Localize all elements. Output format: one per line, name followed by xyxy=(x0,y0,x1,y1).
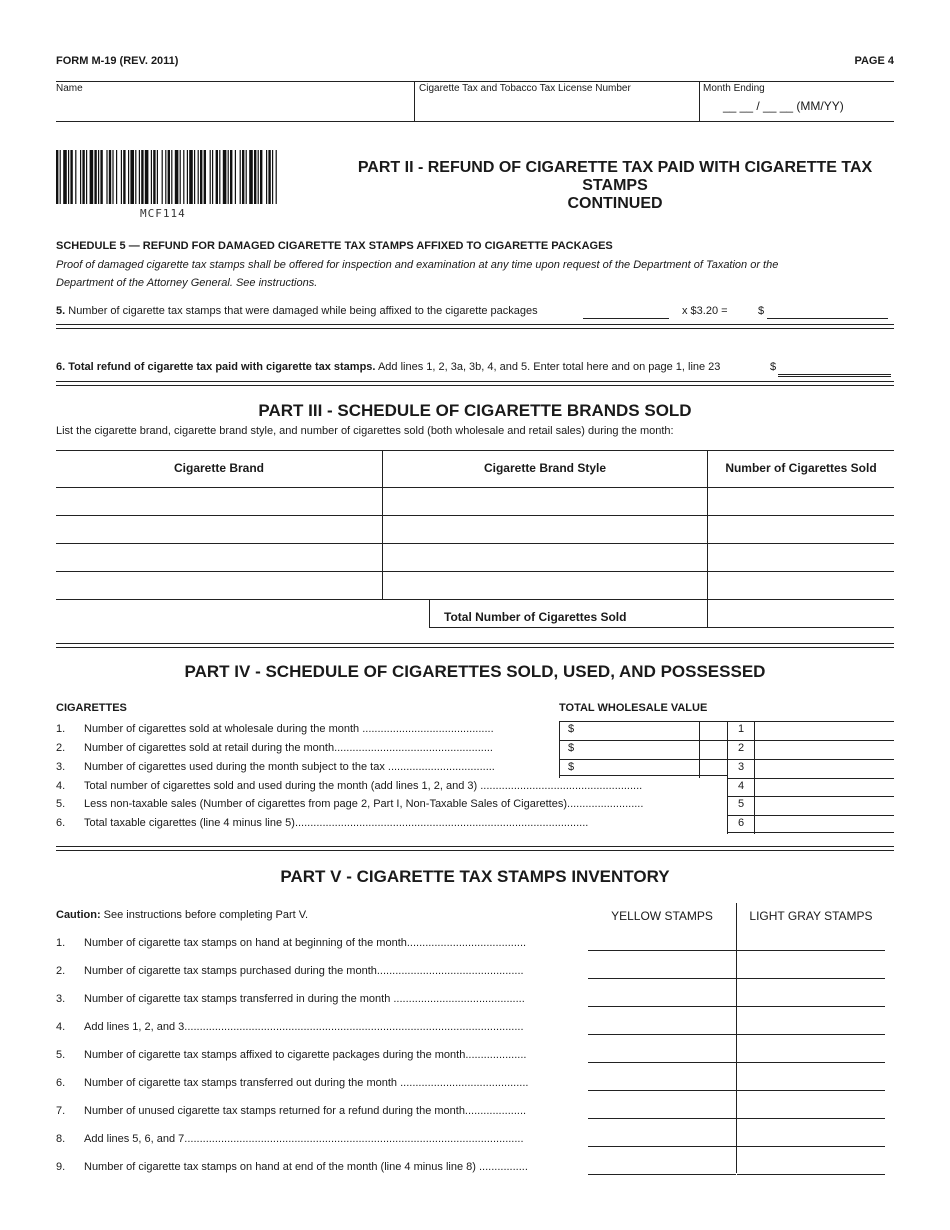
barcode-bar xyxy=(75,150,76,204)
barcode-bar xyxy=(63,150,67,204)
header-divider xyxy=(699,81,700,121)
cigarette-count-input[interactable] xyxy=(756,741,893,757)
table-row-brand-input[interactable] xyxy=(56,516,382,543)
barcode-bar xyxy=(260,150,262,204)
light-gray-stamps-input[interactable] xyxy=(737,1043,885,1063)
table-row-brand-input[interactable] xyxy=(56,572,382,599)
line5-stamps-input[interactable] xyxy=(583,304,669,319)
barcode-bar xyxy=(100,150,102,204)
line-box-number: 5 xyxy=(737,798,745,810)
total-cigarettes-label: Total Number of Cigarettes Sold xyxy=(444,610,627,624)
line-description: Number of cigarette tax stamps on hand at end of the month (line 4 minus line 8) ................ xyxy=(84,1161,528,1173)
barcode-bar xyxy=(123,150,125,204)
barcode-bar xyxy=(249,150,253,204)
barcode-bar xyxy=(106,150,107,204)
barcode-bar xyxy=(70,150,72,204)
cigarette-count-input[interactable] xyxy=(756,779,893,795)
barcode-bar xyxy=(235,150,236,204)
barcode-bar xyxy=(98,150,99,204)
barcode-bar xyxy=(183,150,184,204)
table-row-style-input[interactable] xyxy=(383,516,707,543)
total-cigarettes-input[interactable] xyxy=(708,600,894,627)
line6-text: Add lines 1, 2, 3a, 3b, 4, and 5. Enter total here and on page 1, line 23 xyxy=(377,361,721,373)
count-cell-divider xyxy=(754,759,755,778)
line-number: 2. xyxy=(56,742,66,754)
name-field[interactable] xyxy=(56,83,414,121)
divider-double xyxy=(56,324,894,329)
col-cigarette-brand: Cigarette Brand xyxy=(173,461,265,475)
value-dollar: $ xyxy=(568,761,575,773)
line5-text: Number of cigarette tax stamps that were damaged while being affixed to the cigarette packages xyxy=(68,305,538,317)
line-description: Number of cigarettes used during the month subject to the tax ................................... xyxy=(84,761,495,773)
barcode-bar xyxy=(230,150,232,204)
line-number: 7. xyxy=(56,1105,66,1117)
part4-title: PART IV - SCHEDULE OF CIGARETTES SOLD, USED, AND POSSESSED xyxy=(184,662,766,681)
month-label: Month Ending xyxy=(703,83,765,94)
brands-col-divider xyxy=(382,450,383,599)
barcode-bar xyxy=(219,150,220,204)
wholesale-value-input[interactable] xyxy=(578,760,698,776)
barcode-bar xyxy=(242,150,244,204)
barcode-bar xyxy=(175,150,179,204)
barcode-bar xyxy=(82,150,84,204)
yellow-stamps-input[interactable] xyxy=(588,1071,736,1091)
barcode-bar xyxy=(94,150,96,204)
table-row-style-input[interactable] xyxy=(383,544,707,571)
line-description: Number of cigarettes sold at retail during the month.................................................... xyxy=(84,742,493,754)
license-number-field[interactable] xyxy=(419,83,699,121)
part3-title: PART III - SCHEDULE OF CIGARETTE BRANDS SOLD xyxy=(258,401,692,420)
divider-double xyxy=(56,643,894,648)
page-number: PAGE 4 xyxy=(854,55,894,67)
barcode-bar xyxy=(212,150,213,204)
light-gray-stamps-input[interactable] xyxy=(737,1015,885,1035)
name-label: Name xyxy=(56,83,83,94)
line-description: Number of cigarette tax stamps affixed to cigarette packages during the month.................... xyxy=(84,1049,527,1061)
cigarette-count-input[interactable] xyxy=(756,722,893,738)
line-number: 3. xyxy=(56,993,66,1005)
line-box-number: 4 xyxy=(737,780,745,792)
yellow-stamps-input[interactable] xyxy=(588,931,736,951)
line6-bold: 6. Total refund of cigarette tax paid with cigarette tax stamps. xyxy=(56,361,376,373)
barcode-bar xyxy=(151,150,152,204)
barcode-graphic xyxy=(56,150,280,204)
table-row-number-input[interactable] xyxy=(708,544,894,571)
barcode-bar xyxy=(165,150,166,204)
barcode-bar xyxy=(56,150,58,204)
barcode-bar xyxy=(162,150,163,204)
light-gray-stamps-input[interactable] xyxy=(737,1155,885,1175)
light-gray-stamps-input[interactable] xyxy=(737,1071,885,1091)
barcode-bar xyxy=(168,150,170,204)
part3-instructions: List the cigarette brand, cigarette brand style, and number of cigarettes sold (both wholesale and retail sales) during the month: xyxy=(56,425,674,437)
barcode-bar xyxy=(90,150,94,204)
light-gray-stamps-input[interactable] xyxy=(737,1099,885,1119)
line5-rate: x $3.20 = xyxy=(682,305,728,317)
line-description: Less non-taxable sales (Number of cigarettes from page 2, Part I, Non-Taxable Sales of Cigarettes)......................... xyxy=(84,798,644,810)
caution-label: Caution: xyxy=(56,909,101,921)
caution-text: See instructions before completing Part V. xyxy=(103,909,309,921)
value-cell-left xyxy=(559,721,560,740)
line-box-number: 3 xyxy=(737,761,745,773)
line6-dollar: $ xyxy=(770,361,777,373)
license-label: Cigarette Tax and Tobacco Tax License Number xyxy=(419,83,631,94)
divider-double xyxy=(56,381,894,386)
barcode-bar xyxy=(60,150,61,204)
line-number: 3. xyxy=(56,761,66,773)
month-format: __ __ / __ __ (MM/YY) xyxy=(723,99,844,113)
value-cell-divider xyxy=(699,721,700,740)
line-number: 6. xyxy=(56,1077,66,1089)
barcode-bar xyxy=(128,150,129,204)
brands-table-top xyxy=(56,450,894,451)
barcode-bar xyxy=(187,150,188,204)
barcode-bar xyxy=(141,150,143,204)
barcode-bar xyxy=(145,150,149,204)
line-number: 4. xyxy=(56,1021,66,1033)
barcode-bar xyxy=(121,150,122,204)
cigarette-count-input[interactable] xyxy=(756,816,893,832)
barcode-bar xyxy=(171,150,172,204)
barcode-bar xyxy=(223,150,227,204)
table-row-style-input[interactable] xyxy=(383,488,707,515)
line-description: Number of cigarette tax stamps transferred in during the month ........................................... xyxy=(84,993,525,1005)
line-number: 6. xyxy=(56,817,66,829)
value-cell-left xyxy=(559,740,560,759)
month-ending-field[interactable] xyxy=(703,83,893,121)
value-dollar: $ xyxy=(568,742,575,754)
light-gray-stamps-input[interactable] xyxy=(737,1127,885,1147)
line-box-number: 6 xyxy=(737,817,745,829)
barcode-bar xyxy=(204,150,206,204)
table-row-number-input[interactable] xyxy=(708,488,894,515)
count-cell-divider xyxy=(754,721,755,740)
line-description: Number of unused cigarette tax stamps returned for a refund during the month.................... xyxy=(84,1105,527,1117)
cigarettes-section-label: CIGARETTES xyxy=(56,702,127,714)
yellow-stamps-input[interactable] xyxy=(588,1043,736,1063)
light-gray-stamps-input[interactable] xyxy=(737,959,885,979)
count-cells-bottom xyxy=(727,832,894,833)
form-id: FORM M-19 (REV. 2011) xyxy=(56,55,179,67)
line6-row xyxy=(56,361,720,373)
barcode-bar xyxy=(258,150,259,204)
yellow-stamps-input[interactable] xyxy=(588,1127,736,1147)
line5-dollar: $ xyxy=(758,305,765,317)
barcode-bar xyxy=(198,150,199,204)
barcode-bar xyxy=(194,150,195,204)
part2-title-line2: CONTINUED xyxy=(567,195,663,212)
cigarette-count-input[interactable] xyxy=(756,760,893,776)
caution-note xyxy=(56,909,308,921)
value-dollar: $ xyxy=(568,723,575,735)
table-row-brand-input[interactable] xyxy=(56,488,382,515)
barcode-bar xyxy=(109,150,111,204)
line-number: 9. xyxy=(56,1161,66,1173)
barcode-bar xyxy=(86,150,87,204)
yellow-stamps-input[interactable] xyxy=(588,1015,736,1035)
part2-title-line1: PART II - REFUND OF CIGARETTE TAX PAID WITH CIGARETTE TAX STAMPS xyxy=(357,159,873,194)
col-brand-style: Cigarette Brand Style xyxy=(483,461,607,475)
yellow-stamps-input[interactable] xyxy=(588,1099,736,1119)
barcode-bar xyxy=(189,150,193,204)
table-row-brand-input[interactable] xyxy=(56,544,382,571)
wholesale-value-input[interactable] xyxy=(578,722,698,738)
header-top-rule xyxy=(56,81,894,82)
barcode-bar xyxy=(68,150,69,204)
col-number-sold: Number of Cigarettes Sold xyxy=(725,461,877,475)
barcode-bar xyxy=(216,150,218,204)
barcode-bar xyxy=(266,150,267,204)
line-description: Number of cigarette tax stamps on hand at beginning of the month....................................... xyxy=(84,937,527,949)
light-gray-stamps-input[interactable] xyxy=(737,987,885,1007)
line-description: Total number of cigarettes sold and used during the month (add lines 1, 2, and 3) ..................................................... xyxy=(84,780,643,792)
barcode-text: MCF114 xyxy=(140,207,186,220)
line-description: Number of cigarettes sold at wholesale during the month ........................................... xyxy=(84,723,494,735)
total-row-bottom xyxy=(429,627,894,628)
schedule5-note-1: Proof of damaged cigarette tax stamps shall be offered for inspection and examination at any time upon request of the Department of Taxation or the xyxy=(56,259,779,271)
line-number: 1. xyxy=(56,937,66,949)
value-cells-bottom xyxy=(559,775,727,776)
barcode-bar xyxy=(157,150,158,204)
barcode-bar xyxy=(180,150,181,204)
value-cell-divider xyxy=(699,740,700,759)
count-cell-divider xyxy=(754,740,755,759)
line-description: Total taxable cigarettes (line 4 minus line 5)................................................................................................ xyxy=(84,817,589,829)
schedule5-title: SCHEDULE 5 — REFUND FOR DAMAGED CIGARETTE TAX STAMPS AFFIXED TO CIGARETTE PACKAGES xyxy=(56,240,613,252)
barcode-bar xyxy=(228,150,229,204)
barcode-bar xyxy=(254,150,256,204)
line-number: 1. xyxy=(56,723,66,735)
line-description: Add lines 1, 2, and 3............................................................................................................... xyxy=(84,1021,524,1033)
barcode-bar xyxy=(210,150,211,204)
line5-num: 5. xyxy=(56,305,66,317)
line-number: 4. xyxy=(56,780,66,792)
schedule5-note-2: Department of the Attorney General. See instructions. xyxy=(56,277,318,289)
barcode-bar xyxy=(116,150,117,204)
barcode-bar xyxy=(268,150,270,204)
col-light-gray-stamps: LIGHT GRAY STAMPS xyxy=(749,909,873,923)
total-box-divider xyxy=(429,599,430,627)
barcode-bar xyxy=(276,150,277,204)
line-description: Add lines 5, 6, and 7............................................................................................................... xyxy=(84,1133,524,1145)
barcode-bar xyxy=(272,150,273,204)
line-box-number: 1 xyxy=(737,723,745,735)
wholesale-value-input[interactable] xyxy=(578,741,698,757)
header-divider xyxy=(414,81,415,121)
barcode-bar xyxy=(240,150,241,204)
barcode-bar xyxy=(135,150,136,204)
yellow-stamps-input[interactable] xyxy=(588,987,736,1007)
line6-total-input[interactable] xyxy=(778,361,891,377)
barcode-bar xyxy=(80,150,81,204)
count-cell-divider xyxy=(754,796,755,815)
total-wholesale-value-label: TOTAL WHOLESALE VALUE xyxy=(559,702,708,714)
barcode-bar xyxy=(246,150,247,204)
yellow-stamps-input[interactable] xyxy=(588,959,736,979)
divider-double xyxy=(56,846,894,851)
part2-title xyxy=(330,159,900,213)
barcode-bar xyxy=(130,150,134,204)
line-number: 5. xyxy=(56,1049,66,1061)
table-row-number-input[interactable] xyxy=(708,572,894,599)
barcode-bar xyxy=(200,150,202,204)
cigarette-count-input[interactable] xyxy=(756,797,893,813)
header-bottom-rule xyxy=(56,121,894,122)
table-row-number-input[interactable] xyxy=(708,516,894,543)
line-description: Number of cigarette tax stamps purchased during the month................................................ xyxy=(84,965,524,977)
line-description: Number of cigarette tax stamps transferred out during the month .......................................... xyxy=(84,1077,529,1089)
line5-amount-input[interactable] xyxy=(767,304,888,319)
line-number: 5. xyxy=(56,798,66,810)
line-box-number: 2 xyxy=(737,742,745,754)
col-yellow-stamps: YELLOW STAMPS xyxy=(611,909,713,923)
barcode-bar xyxy=(139,150,140,204)
line-number: 2. xyxy=(56,965,66,977)
part5-title: PART V - CIGARETTE TAX STAMPS INVENTORY xyxy=(280,867,670,886)
line-number: 8. xyxy=(56,1133,66,1145)
yellow-stamps-input[interactable] xyxy=(588,1155,736,1175)
barcode-bar xyxy=(112,150,113,204)
barcode-bar xyxy=(153,150,155,204)
table-row-style-input[interactable] xyxy=(383,572,707,599)
count-cell-divider xyxy=(754,778,755,797)
line5-row xyxy=(56,305,538,317)
light-gray-stamps-input[interactable] xyxy=(737,931,885,951)
